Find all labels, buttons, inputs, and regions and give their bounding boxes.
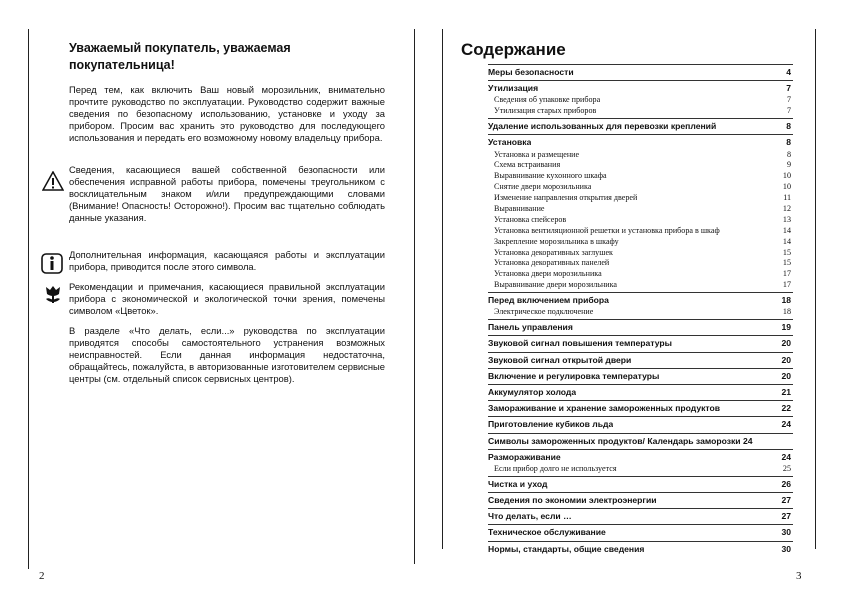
toc-entry[interactable] xyxy=(488,386,793,399)
toc-subentry-title: Установка двери морозильника xyxy=(494,269,602,279)
toc-subentry-page: 9 xyxy=(786,160,791,170)
toc-subentry-title: Выравнивание xyxy=(494,203,545,213)
toc-subentry-title: Выравнивание двери морозильника xyxy=(494,280,618,290)
toc-subentry-title: Установка вентиляционной решетки и установка прибора в шкаф xyxy=(494,225,720,235)
toc-entry-title: Приготовление кубиков льда xyxy=(488,419,614,430)
eco-paragraph: Рекомендации и примечания, касающиеся правильной эксплуатации прибора с экономической и экологической точки зрения, помечены символом «Цветок». xyxy=(69,281,385,316)
left-page-number: 2 xyxy=(39,570,45,582)
toc-entry-title: Меры безопасности xyxy=(488,67,574,77)
toc-section xyxy=(488,541,793,556)
toc-subentry-page: 10 xyxy=(782,182,791,192)
toc-entry[interactable] xyxy=(488,321,793,334)
toc-entry[interactable] xyxy=(488,435,793,448)
toc-entry-title: Символы замороженных продуктов/ Календарь заморозки 24 xyxy=(488,435,753,446)
toc-subentry-title: Установка декоративных панелей xyxy=(494,258,610,268)
toc-subentry-page: 18 xyxy=(782,307,791,317)
toc-entry-title: Нормы, стандарты, общие сведения xyxy=(488,543,645,554)
toc-entry-title: Сведения по экономии электроэнергии xyxy=(488,494,657,505)
toc-entry-title: Утилизация xyxy=(488,83,539,94)
toc-subentry[interactable] xyxy=(488,280,793,291)
toc-subentry-page: 15 xyxy=(782,258,791,268)
toc-entry[interactable] xyxy=(488,82,793,95)
toc-entry[interactable] xyxy=(488,478,793,491)
toc-subentry-page: 15 xyxy=(782,247,791,257)
toc-entry[interactable] xyxy=(488,120,793,133)
toc-subentry[interactable] xyxy=(488,150,793,161)
toc-entry[interactable] xyxy=(488,510,793,523)
toc-section xyxy=(488,352,793,367)
toc-subentry-title: Электрическое подключение xyxy=(494,307,594,317)
toc-section xyxy=(488,508,793,523)
toc-subentry[interactable] xyxy=(488,193,793,204)
toc-entry-title: Включение и регулировка температуры xyxy=(488,370,660,381)
left-page-border xyxy=(28,29,29,569)
toc-subentry-title: Установка декоративных заглушек xyxy=(494,247,613,257)
toc-subentry[interactable] xyxy=(488,258,793,269)
toc-entry-page: 18 xyxy=(781,295,791,306)
toc-section xyxy=(488,335,793,350)
toc-entry-title: Замораживание и хранение замороженных продуктов xyxy=(488,403,721,414)
toc-subentry-page: 14 xyxy=(782,236,791,246)
right-page-border xyxy=(442,29,443,549)
toc-subentry-page: 13 xyxy=(782,214,791,224)
troubleshoot-paragraph: В разделе «Что делать, если...» руководства по эксплуатации приводятся способы самостоятельного устранения возможных неисправностей. Если данная информация недостаточна, обращайтесь, пожалуйста, в авторизованные изготовителем сервисные центры (см. отдельный список сервисных центров). xyxy=(69,325,385,384)
toc-entry-page: 4 xyxy=(786,67,791,77)
toc-entry-page: 21 xyxy=(781,386,791,397)
flower-icon xyxy=(43,284,63,309)
toc-entry[interactable] xyxy=(488,354,793,367)
info-icon xyxy=(41,253,63,279)
toc-entry-page: 24 xyxy=(781,451,791,462)
toc-entry-title: Звуковой сигнал повышения температуры xyxy=(488,338,673,349)
right-page-number: 3 xyxy=(796,570,802,582)
toc-entry[interactable] xyxy=(488,66,793,79)
toc-subentry-page: 12 xyxy=(782,203,791,213)
toc-subentry[interactable] xyxy=(488,248,793,259)
toc-subentry[interactable] xyxy=(488,204,793,215)
toc-entry-title: Удаление использованных для перевозки креплений xyxy=(488,121,717,132)
toc-entry-page: 26 xyxy=(781,478,791,489)
toc-subentry-page: 7 xyxy=(786,106,791,116)
toc-entry-page: 8 xyxy=(786,121,791,132)
toc-subentry[interactable] xyxy=(488,95,793,106)
toc-subentry[interactable] xyxy=(488,237,793,248)
toc-entry-page: 7 xyxy=(786,83,791,94)
toc-entry-title: Размораживание xyxy=(488,451,561,462)
toc-section xyxy=(488,476,793,491)
toc-entry[interactable] xyxy=(488,370,793,383)
toc-entry-page: 27 xyxy=(781,511,791,522)
toc-section xyxy=(488,319,793,334)
toc-entry[interactable] xyxy=(488,543,793,556)
toc-entry[interactable] xyxy=(488,494,793,507)
toc-entry-page: 20 xyxy=(781,370,791,381)
toc-section xyxy=(488,64,793,79)
toc-section xyxy=(488,384,793,399)
toc-subentry-title: Схема встраивания xyxy=(494,160,561,170)
toc-entry-page: 8 xyxy=(786,137,791,148)
intro-paragraph: Перед тем, как включить Ваш новый морозильник, внимательно прочтите руководство по эксплуатации. Руководство содержит важные сведения по безопасному использованию, установке и уходу за прибором. Просим вас хранить это руководство для последующего использования и передать его возможному новому владельцу прибора. xyxy=(69,84,385,143)
toc-section xyxy=(488,292,793,318)
toc-entry[interactable] xyxy=(488,136,793,149)
toc-entry-title: Техническое обслуживание xyxy=(488,527,606,538)
toc-subentry[interactable] xyxy=(488,182,793,193)
toc-section xyxy=(488,118,793,133)
right-edge-line xyxy=(815,29,816,549)
toc-subentry[interactable] xyxy=(488,215,793,226)
toc-title: Содержание xyxy=(461,40,566,59)
toc-entry-title: Установка xyxy=(488,137,532,148)
toc-entry[interactable] xyxy=(488,294,793,307)
toc-subentry[interactable] xyxy=(488,226,793,237)
toc-section xyxy=(488,492,793,507)
toc-entry[interactable] xyxy=(488,451,793,464)
toc-section xyxy=(488,368,793,383)
toc-entry-title: Звуковой сигнал открытой двери xyxy=(488,354,632,365)
toc-subentry-title: Если прибор долго не используется xyxy=(494,463,617,473)
toc-entry-title: Чистка и уход xyxy=(488,478,548,489)
toc-section xyxy=(488,524,793,539)
greeting-heading: Уважаемый покупатель, уважаемая покупательница! xyxy=(69,41,291,72)
toc-subentry-title: Выравнивание кухонного шкафа xyxy=(494,171,607,181)
toc-subentry-page: 17 xyxy=(782,280,791,290)
toc-entry[interactable] xyxy=(488,337,793,350)
toc-entry[interactable] xyxy=(488,526,793,539)
toc-section xyxy=(488,416,793,431)
toc-entry-page: 19 xyxy=(781,322,791,333)
center-fold-line xyxy=(414,29,415,564)
toc-subentry-title: Сведения об упаковке прибора xyxy=(494,95,601,105)
toc-subentry-title: Установка спейсеров xyxy=(494,214,567,224)
toc-subentry-title: Закрепление морозильника в шкафу xyxy=(494,236,619,246)
toc-subentry[interactable] xyxy=(488,307,793,318)
toc-subentry-title: Установка и размещение xyxy=(494,149,580,159)
toc-subentry-title: Изменение направления открытия дверей xyxy=(494,193,638,203)
toc-entry[interactable] xyxy=(488,418,793,431)
toc-entry-page: 20 xyxy=(781,354,791,365)
toc-entry-page: 22 xyxy=(781,403,791,414)
toc-entry-title: Аккумулятор холода xyxy=(488,386,577,397)
toc-subentry[interactable] xyxy=(488,106,793,117)
toc-entry-page: 24 xyxy=(781,419,791,430)
toc-entry-page: 30 xyxy=(781,543,791,554)
toc-section xyxy=(488,134,793,291)
toc-subentry-page: 8 xyxy=(786,149,791,159)
toc-entry-title: Перед включением прибора xyxy=(488,295,609,306)
toc-subentry-page: 7 xyxy=(786,95,791,105)
toc-subentry-title: Утилизация старых приборов xyxy=(494,106,597,116)
toc-subentry-page: 10 xyxy=(782,171,791,181)
toc-entry-page: 30 xyxy=(781,527,791,538)
toc-subentry-page: 25 xyxy=(782,463,791,473)
warning-triangle-icon xyxy=(42,171,64,196)
info-paragraph: Дополнительная информация, касающаяся работы и эксплуатации прибора, приводится после этого символа. xyxy=(69,249,385,272)
toc-subentry-page: 14 xyxy=(782,225,791,235)
toc-subentry[interactable] xyxy=(488,464,793,475)
toc-entry[interactable] xyxy=(488,402,793,415)
toc-entry-page: 20 xyxy=(781,338,791,349)
toc-subentry[interactable] xyxy=(488,269,793,280)
warning-paragraph: Сведения, касающиеся вашей собственной безопасности или обеспечения исправной работы прибора, помечены треугольником с восклицательным знаком и/или предупреждающими словами (Внимание! Опасность! Осторожно!). Просим вас тщательно соблюдать данные указания. xyxy=(69,164,385,223)
toc-section xyxy=(488,449,793,475)
toc-section xyxy=(488,400,793,415)
table-of-contents xyxy=(488,64,793,557)
toc-entry-title: Панель управления xyxy=(488,322,573,333)
toc-subentry-page: 11 xyxy=(783,193,791,203)
toc-entry-title: Что делать, если … xyxy=(488,511,572,522)
toc-subentry-title: Снятие двери морозильника xyxy=(494,182,592,192)
toc-subentry[interactable] xyxy=(488,171,793,182)
toc-entry-page: 27 xyxy=(781,494,791,505)
toc-subentry-page: 17 xyxy=(782,269,791,279)
toc-section xyxy=(488,80,793,117)
toc-section xyxy=(488,433,793,448)
toc-subentry[interactable] xyxy=(488,160,793,171)
